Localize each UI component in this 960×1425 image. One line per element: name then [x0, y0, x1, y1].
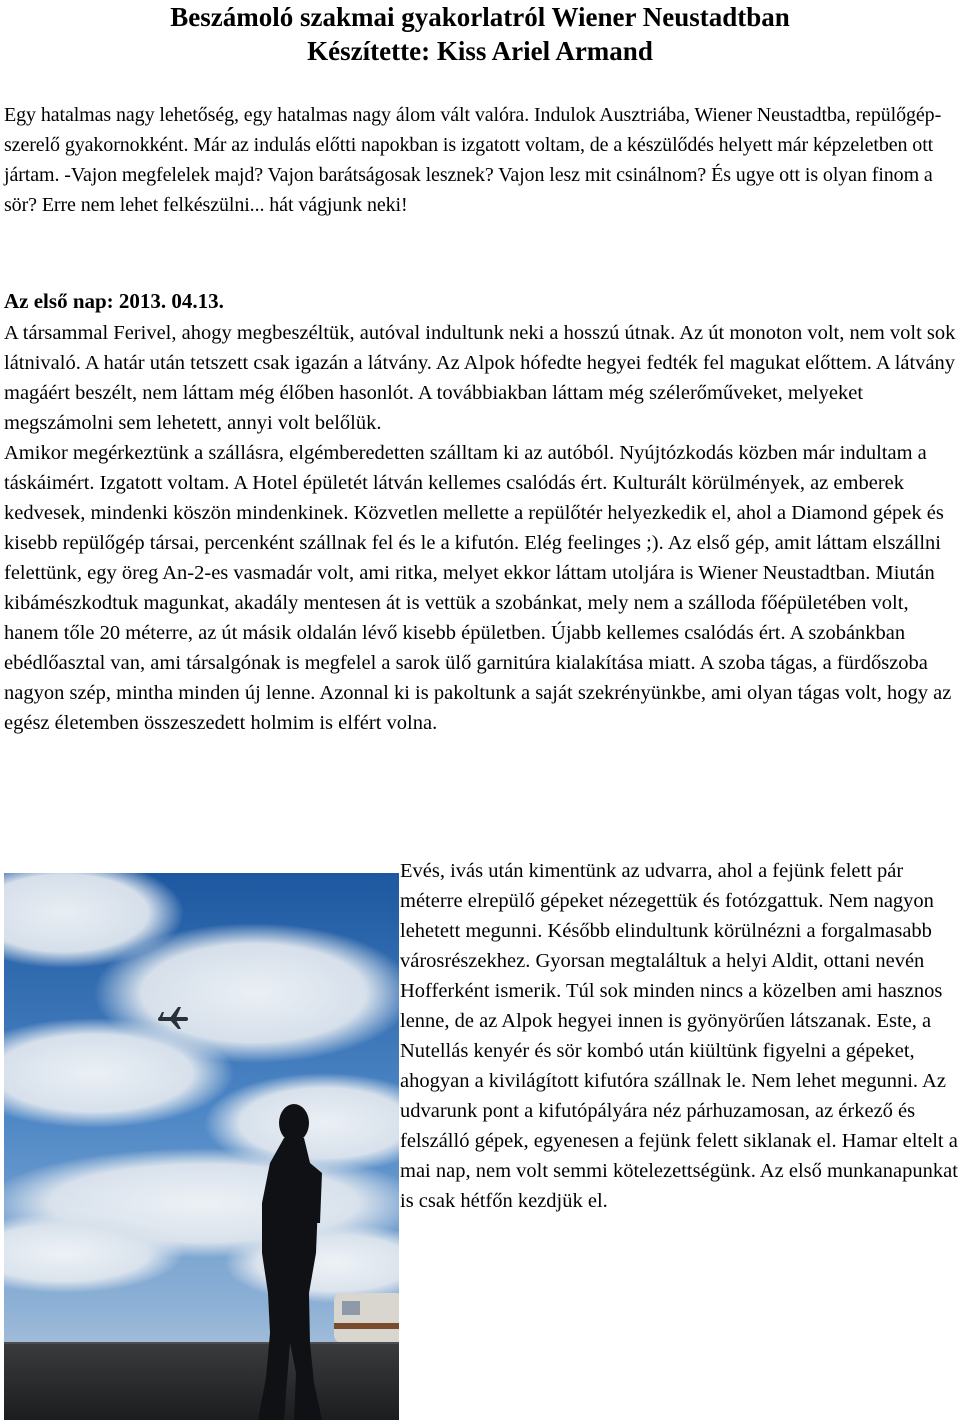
main-body [4, 318, 956, 738]
document-author: Készítette: Kiss Ariel Armand [307, 36, 653, 66]
document-title: Beszámoló szakmai gyakorlatról Wiener Neustadtban [170, 2, 790, 32]
airfield-photo [4, 873, 399, 1420]
day-heading: Az első nap: 2013. 04.13. [4, 289, 224, 313]
body-paragraph-2: Amikor megérkeztünk a szállásra, elgémberedetten szálltam ki az autóból. Nyújtózkodás közben már indultam a táskáimért. Izgatott voltam. A Hotel épületét látván kellemes csalódás ért. Kulturált körülmények, az emberek kedvesek, mindenki köszön mindenkinek. Közvetlen mellette a repülőtér helyezkedik el, ahol a Diamond gépek és kisebb repülőgép társai, percenként szállnak fel és le a kifutón. Elég feelinges ;). Az első gép, amit láttam elszállni felettünk, egy öreg An-2-es vasmadár volt, ami ritka, melyet ekkor láttam utoljára is Wiener Neustadtban. Miután kibámészkodtuk magunkat, akadály mentesen át is vettük a szobánkat, mely nem a szálloda főépületében volt, hanem tőle 20 méterre, az út másik oldalán lévő kisebb épületben. Újabb kellemes csalódás ért. A szobánkban ebédlőasztal van, ami társalgónak is megfelel a sarok ülő garnitúra kialakítása miatt. A szoba tágas, a fürdőszoba nagyon szép, mintha minden új lenne. Azonnal ki is pakoltunk a saját szekrényünkbe, ami olyan tágas volt, hogy az egész életemben összeszedett holmim is elfért volna. [4, 442, 952, 734]
body-paragraph-1: A társammal Ferivel, ahogy megbeszéltük, autóval indultunk neki a hosszú útnak. Az út monoton volt, nem volt sok látnivaló. A határ után tetszett csak igazán a látvány. Az Alpok hófedte hegyei fedték fel magukat előttem. A látvány magáért beszélt, nem láttam még élőben hasonlót. A továbbiakban láttam még szélerőműveket, melyeket megszámolni sem lehetett, annyi volt belőlük. [4, 322, 956, 434]
intro-paragraph: Egy hatalmas nagy lehetőség, egy hatalmas nagy álom vált valóra. Indulok Ausztriába, Wiener Neustadtba, repülőgép-szerelő gyakornokként. Már az indulás előtti napokban is izgatott voltam, de a készülődés helyett már képzeletben ott jártam. -Vajon megfelelek majd? Vajon barátságosak lesznek? Vajon lesz mit csinálnom? És ugye ott is olyan finom a sör? Erre nem lehet felkészülni... hát vágjunk neki! [4, 104, 942, 216]
side-paragraph: Evés, ivás után kimentünk az udvarra, ahol a fejünk felett pár méterre elrepülő gépeket nézegettük és fotózgattuk. Nem nagyon lehetett megunni. Később elindultunk körülnézni a forgalmasabb városrészekhez. Gyorsan megtaláltuk a helyi Aldit, ottani nevén Hofferként ismerik. Túl sok minden nincs a közelben ami hasznos lenne, de az Alpok hegyei innen is gyönyörűen látszanak. Este, a Nutellás kenyér és sör kombó után kiültünk figyelni a gépeket, ahogyan a kivilágított kifutóra szállnak le. Nem lehet megunni. Az udvarunk pont a kifutópályára néz párhuzamosan, az érkező és felszálló gépek, egyenesen a fejünk felett siklanak el. Hamar eltelt a mai nap, nem volt semmi kötelezettségünk. Az első munkanapunkat is csak hétfőn kezdjük el. [400, 860, 958, 1212]
clouds [4, 873, 399, 1303]
trailer [334, 1293, 399, 1343]
